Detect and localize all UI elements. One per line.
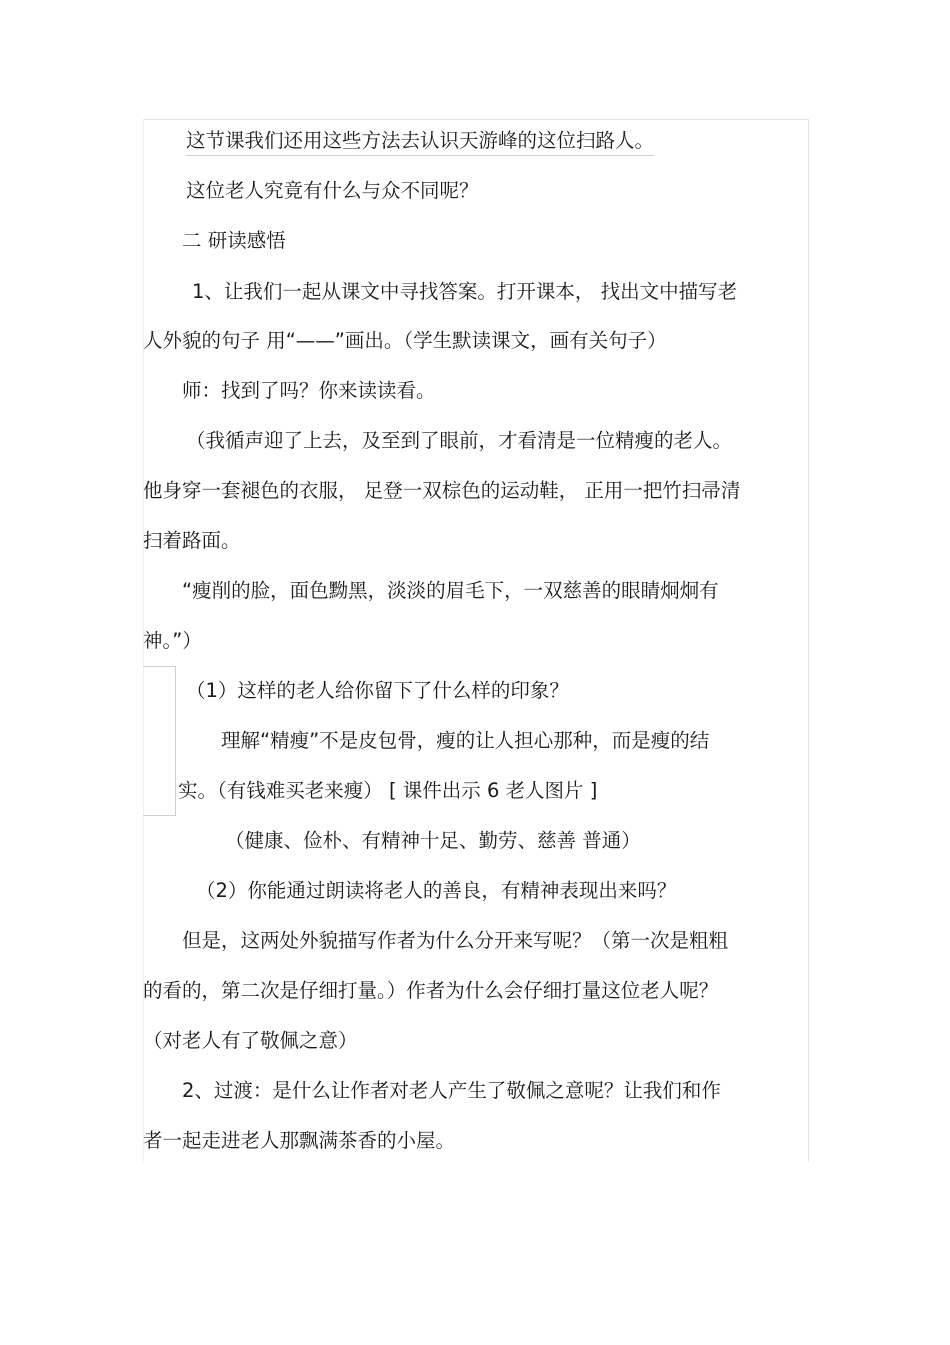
text-line: 神。”） [143,629,202,652]
margin-box [143,666,176,816]
text-line: 扫着路面。 [143,529,241,552]
text-line: “瘦削的脸，面色黝黑，淡淡的眉毛下，一双慈善的眼睛炯炯有 [182,579,719,602]
text-line: 1、让我们一起从课文中寻找答案。打开课本， 找出文中描写老 [192,280,738,303]
section-heading: 二 研读感悟 [182,229,286,252]
text-line: 但是，这两处外貌描写作者为什么分开来写呢？（第一次是粗粗 [182,929,729,952]
text-line: 人外貌的句子 用“——”画出。（学生默读课文，画有关句子） [143,329,667,352]
text-line: （我循声迎了上去，及至到了眼前，才看清是一位精瘦的老人。 [186,429,733,452]
text-line: 这位老人究竟有什么与众不同呢？ [186,179,479,202]
page-frame [143,119,809,1162]
text-line: （2）你能通过朗读将老人的善良，有精神表现出来吗？ [196,879,677,902]
text-line: 者一起走进老人那飘满茶香的小屋。 [143,1129,456,1152]
text-line: 理解“精瘦”不是皮包骨，瘦的让人担心那种，而是瘦的结 [221,729,710,752]
text-line: 这节课我们还用这些方法去认识天游峰的这位扫路人。 [186,127,654,156]
text-line: 实。（有钱难买老来瘦） [ 课件出示 6 老人图片 ] [178,779,598,802]
text-line: 的看的，第二次是仔细打量。）作者为什么会仔细打量这位老人呢？ [143,979,719,1002]
text-line: 师：找到了吗？你来读读看。 [182,379,436,402]
text-line: 他身穿一套褪色的衣服， 足登一双棕色的运动鞋， 正用一把竹扫帚清 [143,479,741,502]
text-line: 2、过渡：是什么让作者对老人产生了敬佩之意呢？让我们和作 [182,1079,721,1102]
text-line: （1）这样的老人给你留下了什么样的印象？ [186,679,569,702]
text-line: （对老人有了敬佩之意） [143,1029,358,1052]
text-line: （健康、俭朴、有精神十足、勤劳、慈善 普通） [225,829,641,852]
